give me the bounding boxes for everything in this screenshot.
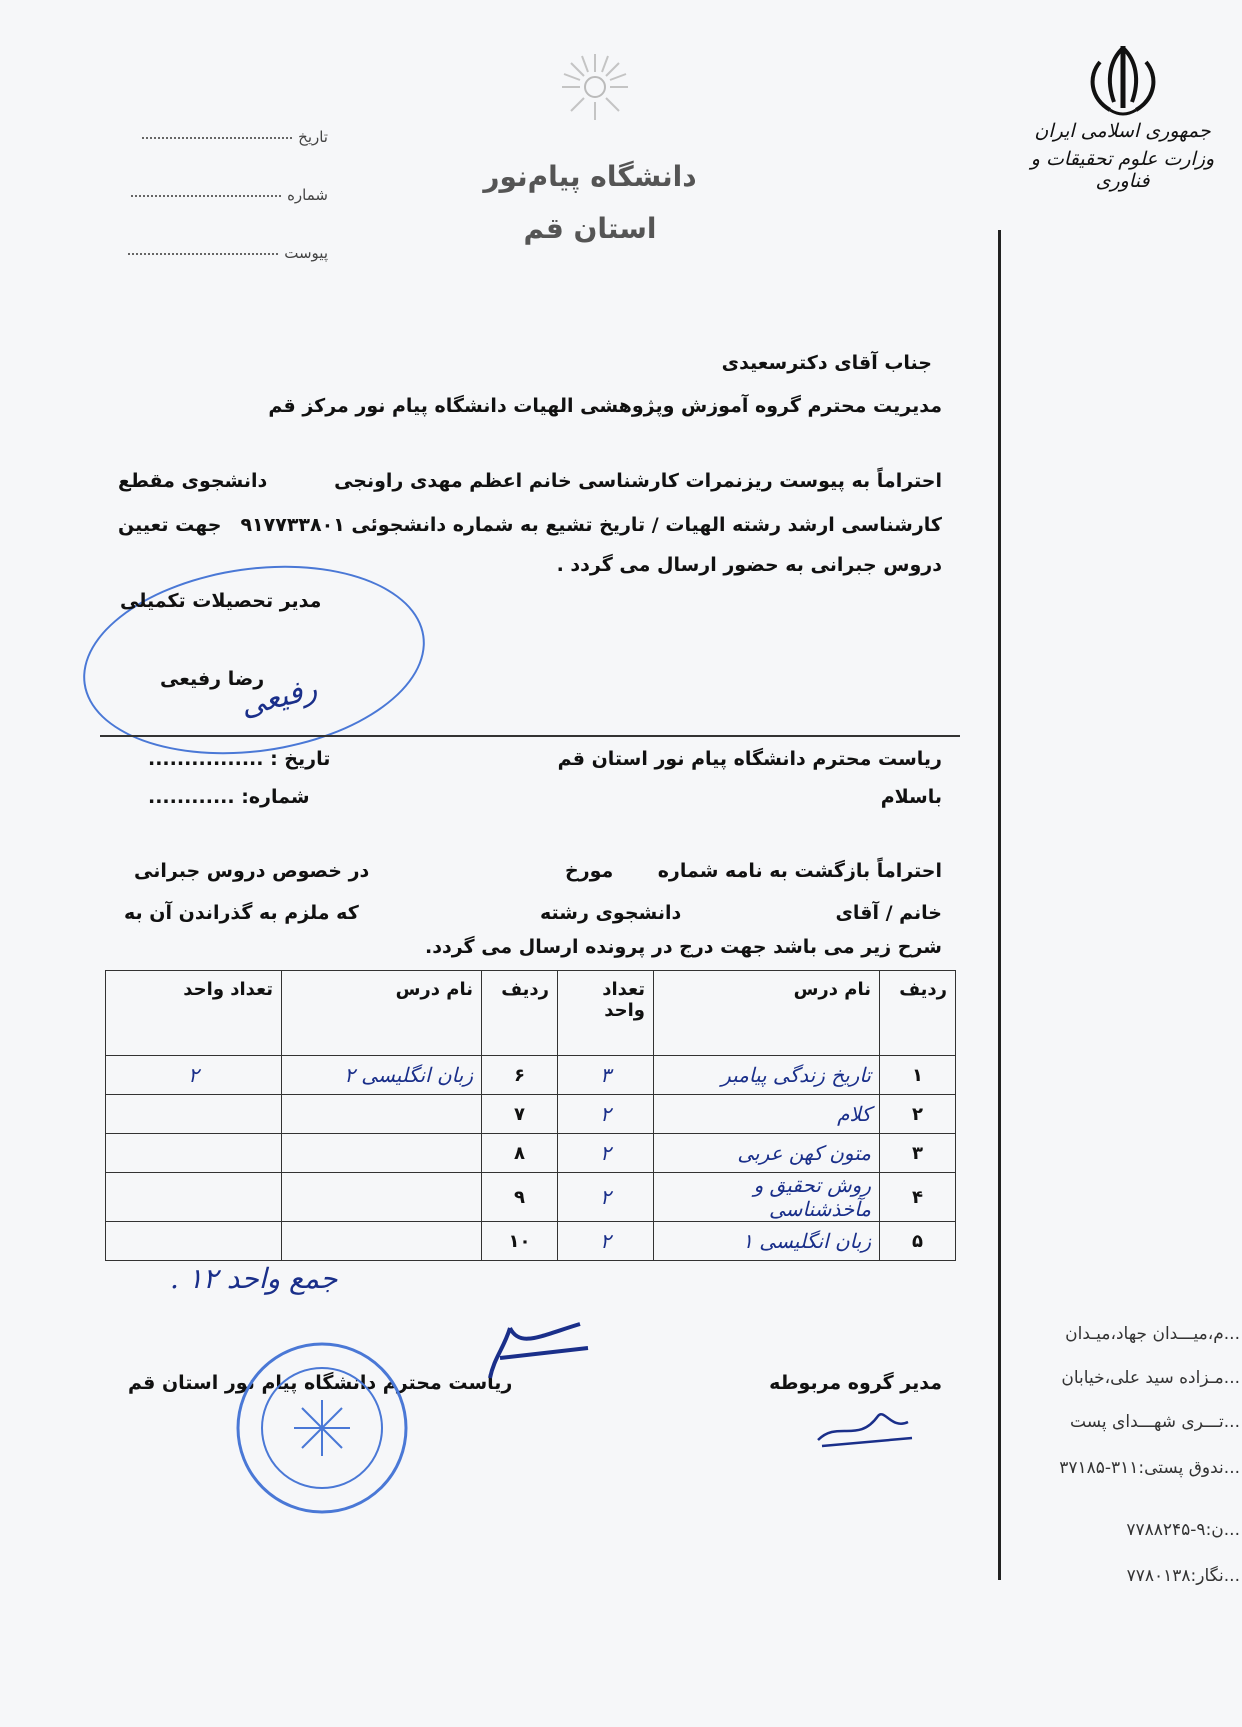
table-row: [106, 1173, 956, 1222]
recipient: جناب آقای دکترسعیدی: [721, 352, 932, 374]
margin-rule: [998, 230, 1001, 1580]
row-number: ۳: [880, 1134, 956, 1173]
course-units: [106, 1173, 282, 1222]
table-row: [106, 1134, 956, 1173]
university-province: استان قم: [523, 212, 657, 245]
section-divider: [100, 735, 960, 737]
course-name: زبان انگلیسی ۲: [282, 1056, 482, 1095]
row-number: ۱۰: [482, 1222, 558, 1261]
row-number: ۹: [482, 1173, 558, 1222]
course-name: [282, 1134, 482, 1173]
phone-line: ...ن:۹-۷۷۸۸۲۴۵: [1126, 1520, 1240, 1540]
dept-manager-signature-icon: [808, 1400, 918, 1450]
courses-table: [105, 970, 956, 1261]
course-units: [106, 1222, 282, 1261]
header-units-line1: تعداد: [602, 979, 645, 1000]
course-units: ۲: [106, 1056, 282, 1095]
row-number: ۴: [880, 1173, 956, 1222]
row-number: ۶: [482, 1056, 558, 1095]
address-line: ...م،میـــدان جهاد،میـدان: [1065, 1324, 1240, 1344]
table-row: [106, 1056, 956, 1095]
course-units: [106, 1095, 282, 1134]
course-name: متون کهن عربی: [654, 1134, 880, 1173]
row-number: ۸: [482, 1134, 558, 1173]
reply-body1-right: احتراماً بازگشت به نامه شماره: [657, 860, 942, 882]
reply-body2-left: که ملزم به گذراندن آن به: [124, 902, 359, 924]
header-course-left: نام درس: [282, 971, 482, 1056]
signature-loop: [71, 545, 437, 775]
address-line: ...ندوق پستی:۳۱۱-۳۷۱۸۵: [1059, 1458, 1240, 1478]
reply-body2-right: خانم / آقای: [835, 902, 942, 924]
header-units-left: تعداد واحد: [106, 971, 282, 1056]
university-stamp-icon: [232, 1338, 412, 1518]
date-field: [88, 128, 328, 156]
course-name: [282, 1095, 482, 1134]
attachment-field: [88, 244, 328, 272]
attachment-dots: [128, 253, 278, 255]
row-number: ۱: [880, 1056, 956, 1095]
table-row: [106, 1222, 956, 1261]
ministry-text: [1010, 120, 1235, 192]
course-units: ۲: [558, 1095, 654, 1134]
ministry-line2: وزارت علوم تحقیقات و فناوری: [1030, 148, 1215, 192]
total-units-note: جمع واحد ۱۲ .: [170, 1262, 338, 1295]
recipient-title: مدیریت محترم گروه آموزش وپژوهشی الهیات دانشگاه پیام نور مرکز قم: [268, 395, 942, 417]
number-dots: [131, 195, 281, 197]
course-units: ۲: [558, 1222, 654, 1261]
table-row: [106, 1095, 956, 1134]
signer-signature: رفیعی: [236, 671, 321, 724]
body-line3: دروس جبرانی به حضور ارسال می گردد .: [556, 554, 942, 576]
address-line: ...تـــری شهـــدای پست: [1070, 1412, 1240, 1432]
course-name: [282, 1222, 482, 1261]
reply-body3: شرح زیر می باشد جهت درج در پرونده ارسال می گردد.: [425, 936, 942, 958]
body-line2-right: کارشناسی ارشد رشته الهیات / تاریخ تشیع به شماره دانشجوئی ۹۱۷۷۳۳۸۰۱: [240, 514, 942, 536]
body-line2-left: جهت تعیین: [118, 514, 222, 536]
row-number: ۷: [482, 1095, 558, 1134]
signer-name: رضا رفیعی: [160, 668, 265, 690]
row-number: ۲: [880, 1095, 956, 1134]
date-dots: [142, 137, 292, 139]
course-name: [282, 1173, 482, 1222]
course-name: تاریخ زندگی پیامبر: [654, 1056, 880, 1095]
reply-body2-mid: دانشجوی رشته: [540, 902, 682, 924]
address-line: ...مـزاده سید علی،خیابان: [1061, 1368, 1240, 1388]
date-label: تاریخ: [298, 128, 328, 146]
reply-body1-left: در خصوص دروس جبرانی: [134, 860, 370, 882]
row-number: ۵: [880, 1222, 956, 1261]
course-units: ۲: [558, 1134, 654, 1173]
header-units-line2: واحد: [604, 1000, 645, 1021]
header-row-left: ردیف: [482, 971, 558, 1056]
reply-greeting: باسلام: [880, 786, 942, 808]
university-name: دانشگاه پیام‌نور: [483, 160, 697, 193]
iran-emblem-icon: [1080, 40, 1166, 120]
reply-number-field: شماره: ............: [148, 786, 310, 808]
table-header-row: [106, 971, 956, 1056]
body-line1-right: احتراماً به پیوست ریزنمرات کارشناسی خانم اعظم مهدی راونجی: [334, 470, 942, 492]
header-units-right: [558, 971, 654, 1056]
course-units: ۳: [558, 1056, 654, 1095]
header-row-right: ردیف: [880, 971, 956, 1056]
university-logo-icon: [560, 52, 630, 122]
header-course-right: نام درس: [654, 971, 880, 1056]
course-units: [106, 1134, 282, 1173]
ministry-line1: جمهوری اسلامی ایران: [1034, 120, 1211, 142]
dept-manager-label: مدیر گروه مربوطه: [769, 1372, 942, 1394]
signer-title: مدیر تحصیلات تکمیلی: [120, 590, 322, 612]
course-name: روش تحقیق و مآخذشناسی: [654, 1173, 880, 1222]
body-line1-left: دانشجوی مقطع: [118, 470, 268, 492]
course-name: زبان انگلیسی ۱: [654, 1222, 880, 1261]
attachment-label: پیوست: [284, 244, 328, 262]
reply-date-field: تاریخ : ................: [148, 748, 331, 770]
number-field: [88, 186, 328, 214]
number-label: شماره: [287, 186, 328, 204]
presidency-label: ریاست محترم دانشگاه پیام نور استان قم: [128, 1372, 513, 1394]
course-name: کلام: [654, 1095, 880, 1134]
reply-addressee: ریاست محترم دانشگاه پیام نور استان قم: [557, 748, 942, 770]
presidency-signature-icon: [470, 1318, 590, 1388]
fax-line: ...نگار:۷۷۸۰۱۳۸: [1126, 1566, 1240, 1586]
course-units: ۲: [558, 1173, 654, 1222]
reply-body1-mid: مورخ: [565, 860, 614, 882]
